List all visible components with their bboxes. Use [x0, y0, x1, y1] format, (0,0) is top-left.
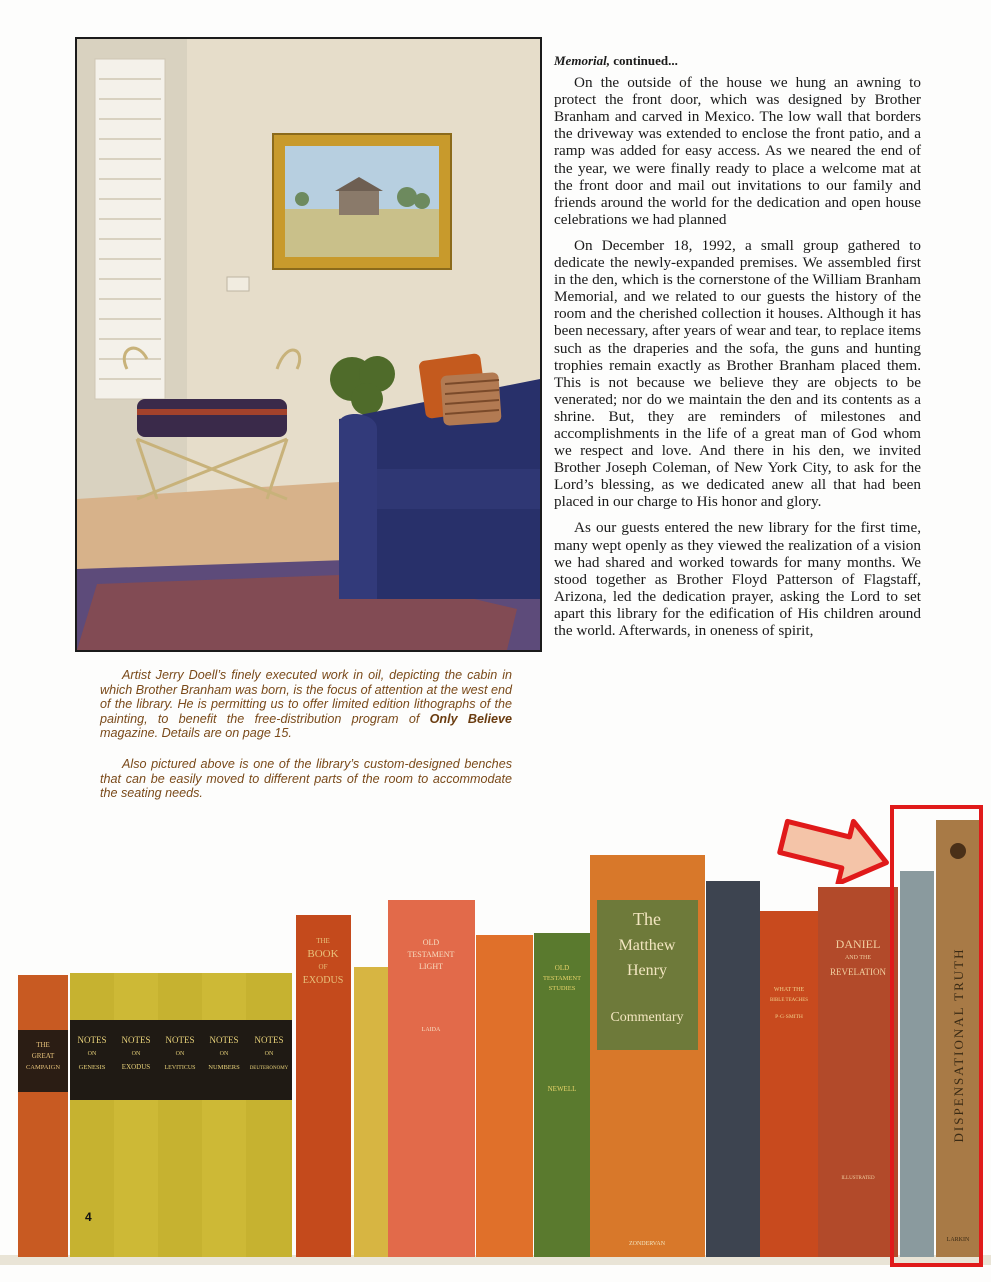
svg-text:Henry: Henry: [627, 962, 667, 979]
book-of-exodus: [296, 915, 351, 1257]
highlight-box: [890, 805, 983, 1267]
svg-text:ZONDERVAN: ZONDERVAN: [628, 1241, 666, 1247]
svg-text:GREAT: GREAT: [31, 1052, 55, 1060]
svg-text:TESTAMENT: TESTAMENT: [542, 975, 582, 982]
article-paragraph: On December 18, 1992, a small group gathered to dedicate the newly-expanded premises. We assembled first in the den, which is the cornerstone of the William Branham Memorial, and we related to our guests the history of the room and the cherished collection it houses. Although it has been necessary, after years of wear and tear, to replace items such as the draperies and the sofa, the guns and hunting trophies remain exactly as Brother Branham placed them. This is not because we believe they are objects to be venerated; nor do we maintain the den and its contents as a shrine. But, they are reminders of milestones and accomplishments in the life of a great man of God whom we respect and love. And there in his den, we invited Brother Joseph Coleman, of New York City, to ask for the Lord’s blessing, as we dedicated anew all that had been placed in our charge to His honor and glory.: [554, 236, 921, 511]
svg-text:NUMBERS: NUMBERS: [208, 1064, 240, 1071]
svg-text:EXODUS: EXODUS: [121, 1063, 151, 1071]
svg-text:DISPENSATIONAL TRUTH: DISPENSATIONAL TRUTH: [951, 947, 966, 1143]
svg-text:TESTAMENT: TESTAMENT: [407, 950, 455, 959]
svg-text:AND THE: AND THE: [844, 955, 872, 961]
svg-text:BOOK: BOOK: [307, 948, 339, 960]
svg-text:LARKIN: LARKIN: [946, 1237, 970, 1243]
annotation-arrow-icon: [776, 812, 896, 884]
svg-text:DANIEL: DANIEL: [835, 937, 881, 951]
svg-text:GENESIS: GENESIS: [78, 1064, 106, 1071]
svg-text:ON: ON: [87, 1051, 97, 1057]
svg-text:LEVITICUS: LEVITICUS: [164, 1065, 196, 1071]
room-illustration: [77, 39, 540, 650]
book-great-campaign: [18, 975, 68, 1257]
book-yellow-thin: [354, 967, 388, 1257]
book-old-testament-light: [388, 900, 475, 1257]
svg-text:REVELATION: REVELATION: [830, 967, 886, 977]
caption-paragraph: Also pictured above is one of the library’s custom-designed benches that can be easily moved to different parts of the room to accommodate the seating needs.: [100, 756, 512, 801]
book-notes-leviticus: [158, 973, 202, 1257]
svg-text:OLD: OLD: [554, 964, 570, 972]
book-notes-genesis: [70, 973, 114, 1257]
svg-text:THE: THE: [316, 937, 330, 945]
svg-text:NEWELL: NEWELL: [547, 1085, 577, 1093]
svg-text:NOTES: NOTES: [77, 1035, 107, 1045]
article-paragraph: On the outside of the house we hung an awning to protect the front door, which was designed by Brother Branham and carved in Mexico. The low wall that borders the driveway was extended to enclose the front patio, and a ramp was added for easy access. As we neared the end of the year, we were finally ready to place a welcome mat at the front door and mail out invitations to our family and friends around the world for the dedication and open house celebrations we had planned: [554, 74, 921, 228]
svg-text:Commentary: Commentary: [610, 1010, 684, 1025]
svg-text:LAIDA: LAIDA: [421, 1027, 441, 1033]
svg-text:ON: ON: [175, 1051, 185, 1057]
svg-text:LIGHT: LIGHT: [419, 962, 443, 971]
caption-paragraph: Artist Jerry Doell’s finely executed work in oil, depicting the cabin in which Brother Branham was born, is the focus of attention at the west end of the library. He is permitting us to offer limited edition lithographs of the painting, to benefit the free-distribution program of Only Believe magazine. Details are on page 15.: [100, 668, 512, 741]
svg-text:NOTES: NOTES: [121, 1035, 151, 1045]
svg-text:DEUTERONOMY: DEUTERONOMY: [249, 1066, 289, 1071]
page-number: 4: [85, 1210, 92, 1224]
svg-text:ON: ON: [264, 1051, 274, 1057]
article-column: [554, 52, 921, 648]
svg-text:OLD: OLD: [422, 938, 440, 947]
book-orange: [476, 935, 533, 1257]
magazine-name: Only Believe: [429, 711, 512, 726]
svg-text:STUDIES: STUDIES: [548, 985, 576, 992]
book-daniel-and-the-revelation: [818, 887, 898, 1257]
continued-heading: Memorial, continued...: [554, 53, 678, 68]
book-notes-deuteronomy: [246, 973, 292, 1257]
svg-text:The: The: [633, 909, 661, 929]
book-notes-exodus: [114, 973, 158, 1257]
svg-text:THE: THE: [36, 1041, 50, 1049]
svg-text:ON: ON: [219, 1051, 229, 1057]
library-interior-photo: [75, 37, 542, 652]
book-matthew-henry-commentary: [590, 855, 705, 1257]
book-dark-slate: [706, 881, 760, 1257]
svg-text:ILLUSTRATED: ILLUSTRATED: [841, 1176, 875, 1181]
svg-text:WHAT THE: WHAT THE: [773, 987, 805, 993]
svg-text:EXODUS: EXODUS: [302, 975, 344, 986]
svg-text:NOTES: NOTES: [254, 1035, 284, 1045]
svg-text:OF: OF: [318, 963, 328, 971]
svg-text:CAMPAIGN: CAMPAIGN: [25, 1064, 61, 1071]
article-paragraph: As our guests entered the new library for the first time, many wept openly as they viewed the realization of a vision we had shared and worked towards for many months. We stood together as Brother Floyd Patterson of Flagstaff, Arizona, led the dedication prayer, asking the Lord to set apart this library for the edification of His children around the world. Afterwards, in oneness of spirit,: [554, 519, 921, 639]
book-old-testament-studies: [534, 933, 590, 1257]
svg-text:Matthew: Matthew: [618, 937, 676, 954]
book-notes-numbers: [202, 973, 246, 1257]
svg-text:ON: ON: [131, 1051, 141, 1057]
svg-text:NOTES: NOTES: [209, 1035, 239, 1045]
photo-caption: [100, 668, 512, 817]
book-what-the-bible-teaches: [760, 911, 818, 1257]
svg-text:BIBLE TEACHES: BIBLE TEACHES: [769, 998, 809, 1003]
svg-text:P·G·SMITH: P·G·SMITH: [775, 1014, 803, 1020]
svg-text:NOTES: NOTES: [165, 1035, 195, 1045]
